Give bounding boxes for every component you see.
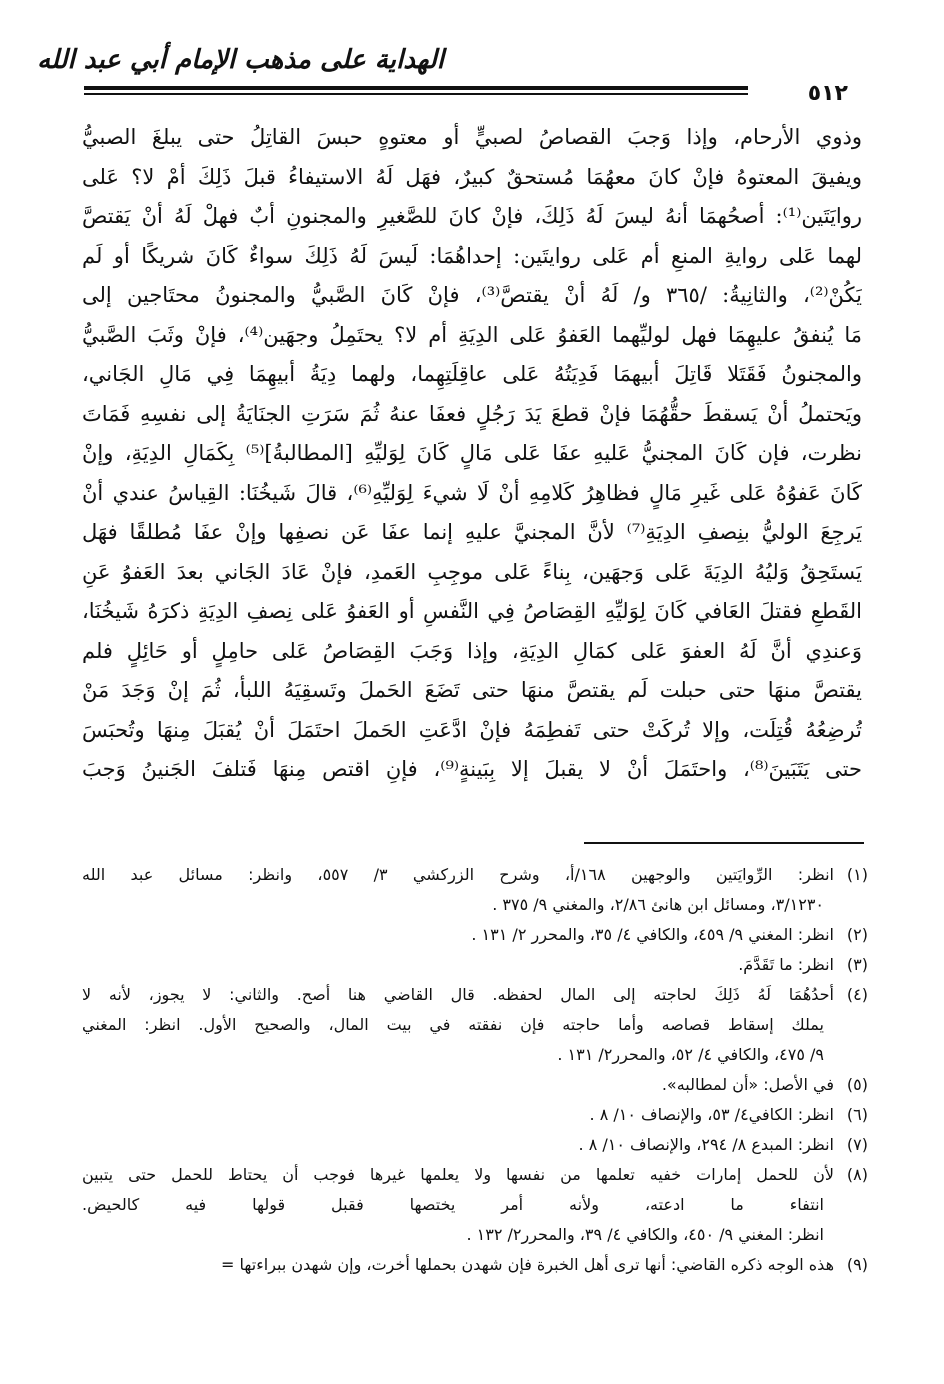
text-line: ويفيقَ المعتوهُ فإنْ كانَ معهُمَا مُستحقٌ كبيرٌ، فهَل لَهُ الاستيفاءُ قبلَ ذَلِكَ أمْ لا؟ عَلى <box>82 164 862 189</box>
footnote-number: (٩) <box>846 1255 868 1274</box>
footnote-line: انظر: الرِّوايَتين والوجهين ١٦٨/أ، وشرح الزركشي ٣/ ٥٥٧، وانظر: مسائل عبد الله <box>82 865 834 884</box>
header-rule-thick <box>84 86 748 90</box>
footnote-separator <box>584 842 864 844</box>
footnote-line: أحدُهُمَا لَهُ ذَلِكَ لحاجته إلى المال لحفظه. قال القاضي هنا أصح. والثاني: لا يجوز، لأنه لا <box>82 985 834 1004</box>
footnote-line: انظر: المغني ٩/ ٤٥٠، والكافي ٤/ ٣٩، والمحرر٢/ ١٣٢ . <box>466 1225 824 1244</box>
footnote-number: (٢) <box>846 925 868 944</box>
footnote-line: يملك إسقاط قصاصه وأما حاجته فإن نفقته في بيت المال، والصحيح الأول. انظر: المغني <box>82 1015 824 1034</box>
main-text <box>82 118 862 790</box>
footnote-line: ٩/ ٤٧٥، والكافي ٤/ ٥٢، والمحرر٢/ ١٣١ . <box>557 1045 824 1064</box>
text-line: يَكُنْ⁽²⁾، والثانِيةُ: /٣٦٥ و/ لَهُ أنْ يقتصَّ⁽³⁾، فإنْ كَانَ الصَّبيُّ والمجنونُ محتَاجين إلى <box>82 283 862 307</box>
text-line: وذوي الأرحام، وإذا وَجبَ القصاصُ لصبيٍّ أو معتوهٍ حبسَ القاتِلُ حتى يبلغَ الصبيُّ <box>82 125 862 149</box>
text-line: كَانَ عَفوُهُ عَلى غَيرِ مَالٍ فظاهِرُ كَلامِهِ أنْ لَا شيءَ لِوَليِّهِ⁽⁶⁾، قالَ شَيخُنَا: القِياسُ عندي أنْ <box>82 480 862 505</box>
footnote-line: هذه الوجه ذكره القاضي: أنها ترى أهل الخبرة فإن شهدن بحملها أخرت، وإن شهدن ببراءتها = <box>221 1255 834 1274</box>
text-line: والمجنونُ فَقَتَلا قَاتِلَ أبيهمَا فَدِيَتُهُ عَلى عاقِلَتِهِما، ولهما دِيَةُ أبيهِمَا فِي مَالِ الجَاني، <box>82 362 862 386</box>
footnote-line: لأن للحمل إمارات خفيه تعلمها من نفسها ولا يعلمها غيرها فوجب أن يحتاط للحمل حتى يتبين <box>82 1165 834 1184</box>
footnote-number: (١) <box>846 865 868 884</box>
footnote <box>82 860 868 920</box>
text-line: مَا يُنفقُ عليهِمَا فهل لوليِّهما العَفوُ عَلى الدِيَةِ أم لا؟ يحتَمِلُ وجهَين⁽⁴⁾، فإنْ وثَبَ الصَّبيُّ <box>82 322 862 347</box>
footnote-number: (٨) <box>846 1165 868 1184</box>
footnote <box>82 1160 868 1250</box>
footnote-line: ٣/١٢٣٠، ومسائل ابن هانئ ٢/٨٦، والمغني ٩/ ٣٧٥ . <box>492 895 824 914</box>
footnote-number: (٣) <box>846 955 868 974</box>
footnote-number: (٦) <box>846 1105 868 1124</box>
footnote-line: انتفاء ما ادعته، ولأنه أمر يختصها فقبل قولها فيه كالحيض. <box>82 1195 824 1214</box>
header-row <box>84 80 848 110</box>
text-line: يَرجِعَ الوليُّ بنِصفِ الدِيَةِ⁽⁷⁾ لأنَّ المجنيَّ عليهِ إنما عفَا عَن نصفِها وإنْ عفَا مُطلقًا فهَل <box>82 520 862 544</box>
text-line: وَعندِي أنَّ لَهُ العفوَ عَلى كمَالِ الدِيَةِ، وإذا وَجَبَ القِصَاصُ عَلى حامِلٍ أو حَائِلٍ فلم <box>82 638 862 663</box>
running-header-title: الهداية على مذهب الإمام أبي عبد الله <box>37 45 444 75</box>
footnote <box>82 1070 868 1100</box>
page-number: ٥١٢ <box>807 81 848 106</box>
footnote <box>82 1100 868 1130</box>
footnote-line: في الأصل: «أن لمطالبه». <box>661 1075 834 1094</box>
header-rule-thin <box>84 93 748 95</box>
footnote-number: (٤) <box>846 985 868 1004</box>
text-line: يَستَحِقُ وَليُهُ الدِيَةَ عَلى وَجهَين، بِناءً عَلى موجِبِ العَمدِ، فإنْ عَادَ الجَاني بعدَ العَفوُ عَنِ <box>82 559 862 584</box>
footnote-number: (٥) <box>846 1075 868 1094</box>
footnotes <box>82 860 868 1280</box>
footnote <box>82 980 868 1070</box>
footnote-line: انظر: المغني ٩/ ٤٥٩، والكافي ٤/ ٣٥، والمحرر ٢/ ١٣١ . <box>471 925 834 944</box>
footnote <box>82 950 868 980</box>
footnote <box>82 1250 868 1280</box>
footnote-line: انظر: ما تَقَدَّمَ. <box>738 955 834 974</box>
text-line: يقتصَّ منهَا حتى حبلت لَم يقتصَّ منهَا حتى تَضَعَ الحَملَ وتَسقِيَهُ اللبأ، ثُمَ إنْ وَجَدَ مَنْ <box>82 678 862 702</box>
text-line: لهما عَلى روايةِ المنعِ أم عَلى روايتَين: إحداهُمَا: لَيسَ لَهُ ذَلِكَ سواءٌ كَانَ شريكًا أو لَم <box>82 243 862 268</box>
footnote-line: انظر: المبدع ٨/ ٢٩٤، والإنصاف ١٠/ ٨ . <box>578 1135 834 1154</box>
footnote <box>82 920 868 950</box>
text-line: نظرت، فإن كَانَ المجنيُّ عَليهِ عفَا عَلى مَالٍ كَانَ لِوَليِّهِ [المطالبةُ]⁽⁵⁾ بِكَمَالِ الدِيَةِ، وإنْ <box>82 441 862 465</box>
text-line: حتى يَتَبَينَ⁽⁸⁾، واحتَمَلَ أنْ لا يقبلَ إلا بِبَينةٍ⁽⁹⁾، فإنِ اقتص مِنهَا فَتلفَ الجَنينُ وَجبَ <box>82 757 862 781</box>
text-line: تُرضِعُهُ قُتِلَت، وإلا تُركَتْ حتى تَفطِمَهُ فإنْ ادَّعَتِ الحَملَ احتَمَلَ أنْ يُقبَلَ مِنهَا وتُحبَسَ <box>82 717 862 742</box>
text-line: ويَحتملُ أنْ يَسقطَ حقُّهُمَا فإنْ قطعَ يَدَ رَجُلٍ فعفَا عنهُ ثُمَ سَرَتِ الجنَايَةُ إلى نفسِهِ فَمَاتَ <box>82 401 862 426</box>
text-line: القَطعِ فقتلَ العَافي كَانَ لِوَليِّهِ القِصَاصُ فِي النَّفسِ أو العَفوُ عَلى نِصفِ الدِيَةِ ذكرَهُ شَيخُنَا، <box>82 599 862 623</box>
footnote <box>82 1130 868 1160</box>
footnote-line: انظر: الكافي٤/ ٥٣، والإنصاف ١٠/ ٨ . <box>589 1105 834 1124</box>
text-line: روايَتَين⁽¹⁾: أصحُهمَا أنهُ ليسَ لَهُ ذَلِكَ، فإنْ كانَ للصَّغيرِ والمجنونِ أبٌ فهلْ لَهُ أنْ يَقتصَّ <box>82 204 862 228</box>
footnote-number: (٧) <box>846 1135 868 1154</box>
